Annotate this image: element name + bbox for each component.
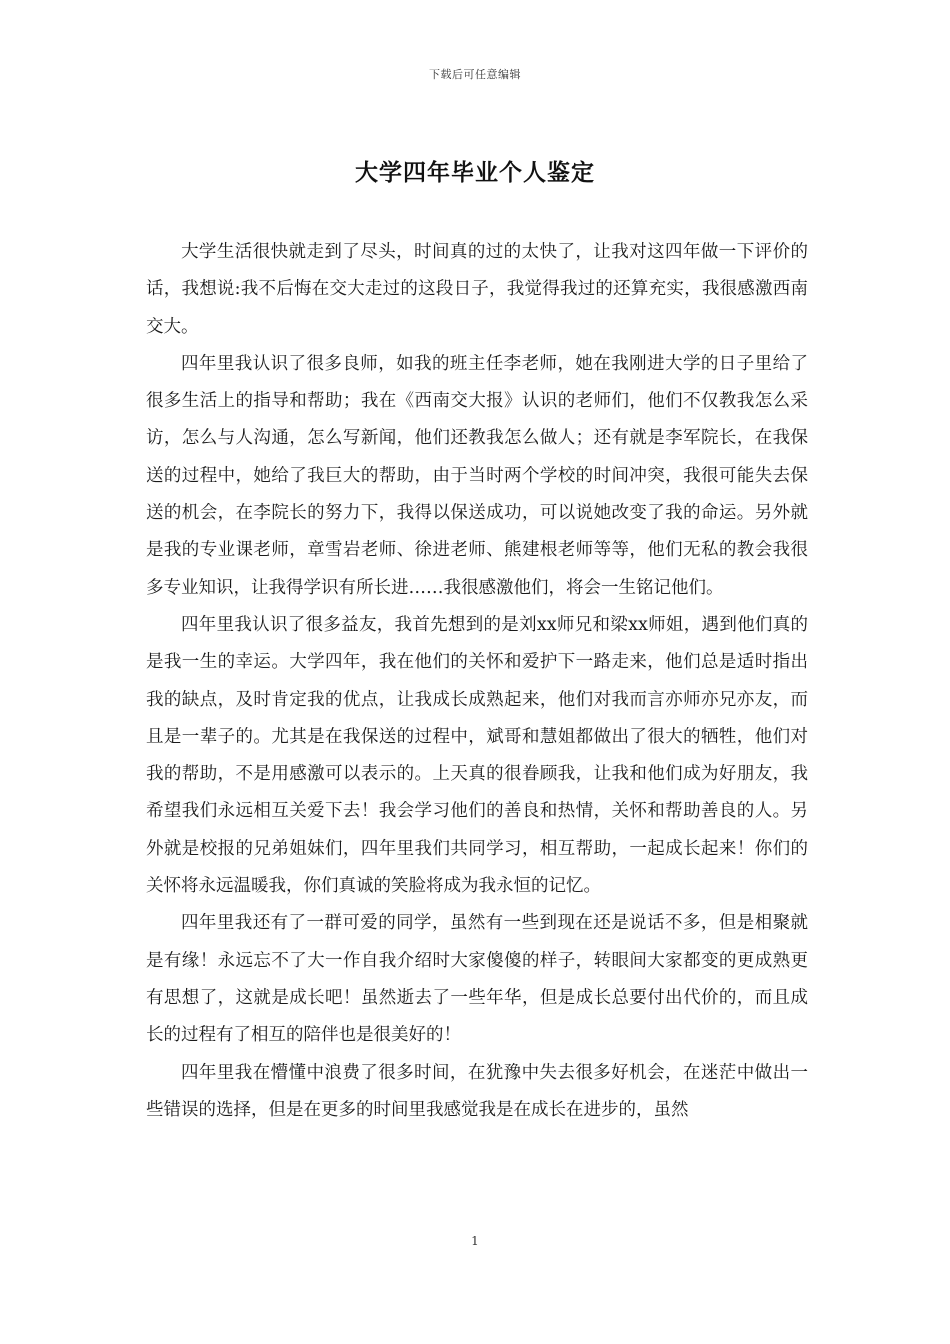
paragraph: 四年里我还有了一群可爱的同学，虽然有一些到现在还是说话不多，但是相聚就是有缘！永远忘不了大一作自我介绍时大家傻傻的样子，转眼间大家都变的更成熟更有思想了，这就是成长吧！虽然逝去了一些年华，但是成长总要付出代价的，而且成长的过程有了相互的陪伴也是很美好的！ xyxy=(146,913,808,1046)
document-title: 大学四年毕业个人鉴定 xyxy=(355,159,595,186)
paragraph: 四年里我认识了很多良师，如我的班主任李老师，她在我刚进大学的日子里给了很多生活上的指导和帮助；我在《西南交大报》认识的老师们，他们不仅教我怎么采访，怎么与人沟通，怎么写新闻，他们还教我怎么做人；还有就是李军院长，在我保送的过程中，她给了我巨大的帮助，由于当时两个学校的时间冲突，我很可能失去保送的机会，在李院长的努力下，我得以保送成功，可以说她改变了我的命运。另外就是我的专业课老师，章雪岩老师、徐进老师、熊建根老师等等，他们无私的教会我很多专业知识，让我得学识有所长进……我很感激他们，将会一生铭记他们。 xyxy=(146,353,808,598)
paragraph: 大学生活很快就走到了尽头，时间真的过的太快了，让我对这四年做一下评价的话，我想说:我不后悔在交大走过的这段日子，我觉得我过的还算充实，我很感激西南交大。 xyxy=(146,242,808,337)
paragraph: 四年里我认识了很多益友，我首先想到的是刘xx师兄和梁xx师姐，遇到他们真的是我一生的幸运。大学四年，我在他们的关怀和爱护下一路走来，他们总是适时指出我的缺点，及时肯定我的优点，让我成长成熟起来，他们对我而言亦师亦兄亦友，而且是一辈子的。尤其是在我保送的过程中，斌哥和慧姐都做出了很大的牺牲，他们对我的帮助，不是用感激可以表示的。上天真的很眷顾我，让我和他们成为好朋友，我希望我们永远相互关爱下去！我会学习他们的善良和热情，关怀和帮助善良的人。另外就是校报的兄弟姐妹们，四年里我们共同学习，相互帮助，一起成长起来！你们的关怀将永远温暖我，你们真诚的笑脸将成为我永恒的记忆。 xyxy=(146,614,808,897)
header-note: 下载后可任意编辑 xyxy=(429,68,521,81)
document-body xyxy=(146,234,808,1129)
paragraph: 四年里我在懵懂中浪费了很多时间，在犹豫中失去很多好机会，在迷茫中做出一些错误的选择，但是在更多的时间里我感觉我是在成长在进步的，虽然 xyxy=(146,1062,808,1120)
page-number: 1 xyxy=(471,1234,479,1248)
